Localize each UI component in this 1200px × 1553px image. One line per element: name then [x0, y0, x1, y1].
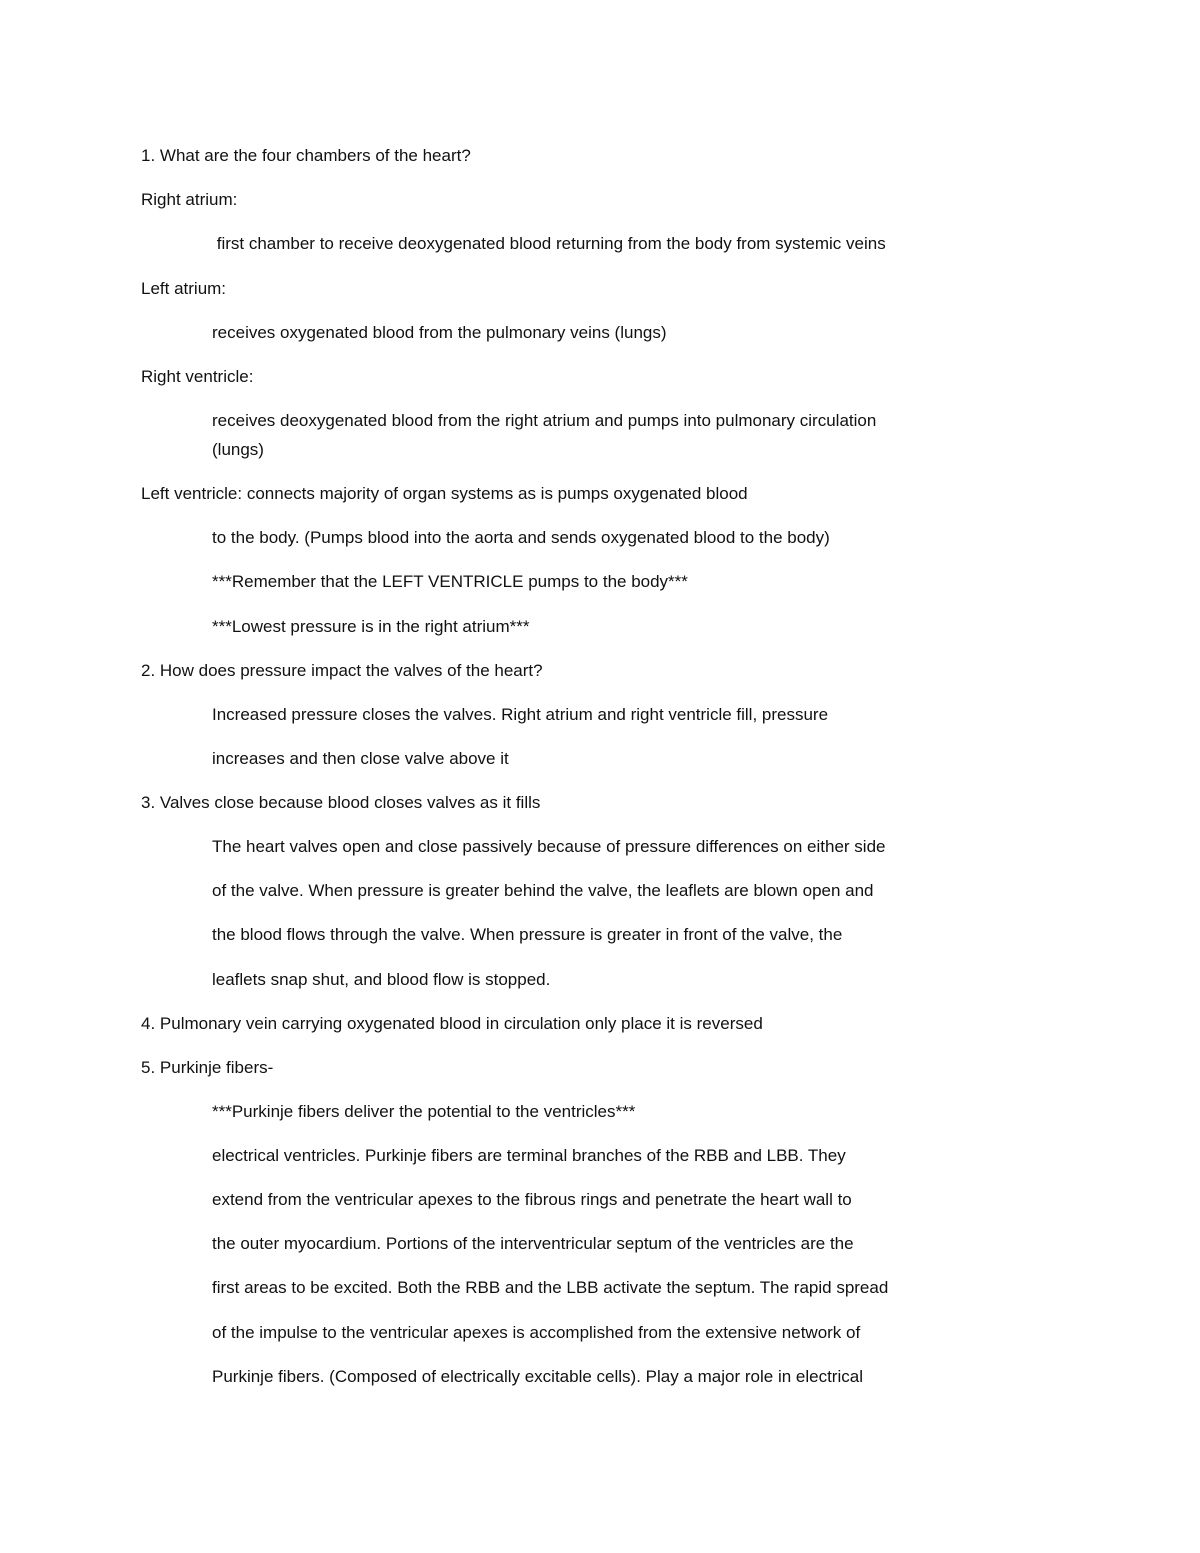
left-atrium-label: Left atrium: — [141, 279, 227, 298]
remember-note: ***Remember that the LEFT VENTRICLE pumps to the body*** — [212, 572, 688, 591]
question-3: 3. Valves close because blood closes valves as it fills — [141, 793, 541, 812]
right-atrium-text: first chamber to receive deoxygenated blood returning from the body from systemic veins — [212, 234, 886, 253]
right-atrium-label: Right atrium: — [141, 190, 238, 209]
right-ventricle-label: Right ventricle: — [141, 367, 254, 386]
purkinje-line-2: extend from the ventricular apexes to the fibrous rings and penetrate the heart wall to — [212, 1190, 852, 1209]
answer-3-line-2: of the valve. When pressure is greater behind the valve, the leaflets are blown open and — [212, 881, 874, 900]
purkinje-line-1: electrical ventricles. Purkinje fibers are terminal branches of the RBB and LBB. They — [212, 1146, 846, 1165]
answer-2-line-1: Increased pressure closes the valves. Right atrium and right ventricle fill, pressure — [212, 705, 829, 724]
left-atrium-text: receives oxygenated blood from the pulmonary veins (lungs) — [212, 323, 667, 342]
item-5: 5. Purkinje fibers- — [141, 1058, 274, 1077]
purkinje-note: ***Purkinje fibers deliver the potential to the ventricles*** — [212, 1102, 636, 1121]
left-ventricle-text-2: to the body. (Pumps blood into the aorta and sends oxygenated blood to the body) — [212, 528, 830, 547]
purkinje-line-3: the outer myocardium. Portions of the interventricular septum of the ventricles are the — [212, 1234, 854, 1253]
right-ventricle-text-2: (lungs) — [212, 440, 264, 459]
answer-3-line-1: The heart valves open and close passively because of pressure differences on either side — [212, 837, 886, 856]
lowest-pressure-note: ***Lowest pressure is in the right atrium*** — [212, 617, 530, 636]
question-1: 1. What are the four chambers of the heart? — [141, 146, 471, 165]
item-4: 4. Pulmonary vein carrying oxygenated blood in circulation only place it is reversed — [141, 1014, 763, 1033]
question-2: 2. How does pressure impact the valves of the heart? — [141, 661, 543, 680]
purkinje-line-6: Purkinje fibers. (Composed of electrically excitable cells). Play a major role in electrical — [212, 1367, 863, 1386]
answer-2-line-2: increases and then close valve above it — [212, 749, 509, 768]
left-ventricle-text: Left ventricle: connects majority of organ systems as is pumps oxygenated blood — [141, 484, 748, 503]
right-ventricle-text-1: receives deoxygenated blood from the right atrium and pumps into pulmonary circulation — [212, 411, 877, 430]
purkinje-line-4: first areas to be excited. Both the RBB and the LBB activate the septum. The rapid spread — [212, 1278, 889, 1297]
purkinje-line-5: of the impulse to the ventricular apexes is accomplished from the extensive network of — [212, 1323, 861, 1342]
answer-3-line-4: leaflets snap shut, and blood flow is stopped. — [212, 970, 551, 989]
answer-3-line-3: the blood flows through the valve. When pressure is greater in front of the valve, the — [212, 925, 843, 944]
